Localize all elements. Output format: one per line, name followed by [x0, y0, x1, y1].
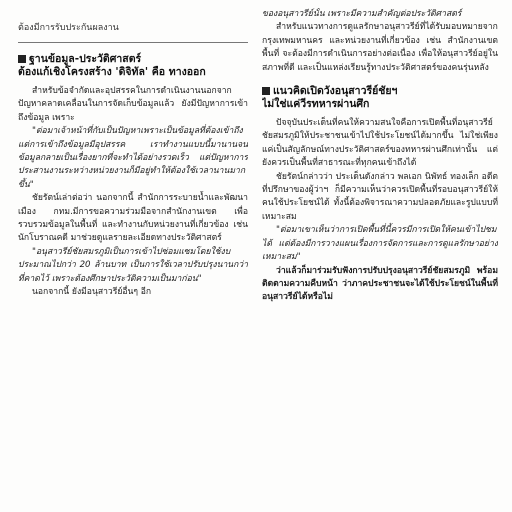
section-subtitle-digital: ต้องแก้เชิงโครงสร้าง 'ดิจิทัล' คือ ทางออก	[18, 66, 206, 78]
section-bullet-icon	[18, 55, 26, 63]
section-title-history-text: ฐานข้อมูล-ประวัติศาสตร์	[29, 53, 142, 65]
section-title-open-monument-text: แนวคิดเปิดวังอนุสาวรีย์ชัยฯ	[273, 85, 398, 98]
paragraph: ปัจจุบันประเด็นที่คนให้ความสนใจคือการเปิดพื้นที่อนุสาวรีย์ชัยสมรภูมิให้ประชาชนเข้าไปใช้ประโยชน์ได้มากขึ้น ไม่ใช่เพียงแค่เป็นสัญลักษณ์ทางประวัติศาสตร์ของทหารผ่านศึกเท่านั้น แต่ยังควรเป็นพื้นที่สาธารณะที่ทุกคนเข้าถึงได้	[262, 118, 498, 169]
paragraph: ชัยรัตน์เล่าต่อว่า นอกจากนี้ สำนักการระบายน้ำและพัฒนาเมือง กทม.มีการขอความร่วมมือจากสำนักงานเขต เพื่อรวบรวมข้อมูลในพื้นที่ และทำงานกับหน่วยงานที่เกี่ยวข้อง เช่น นักโบราณคดี มาช่วยดูแลรายละเอียดทางประวัติศาสตร์	[18, 193, 248, 244]
section-title-open-monument	[262, 85, 498, 98]
right-column	[262, 8, 498, 305]
paragraph: สำหรับข้อจำกัดและอุปสรรคในการดำเนินงานนอกจากปัญหาคลาดเคลื่อนในการจัดเก็บข้อมูลแล้ว ยังมีปัญหาการเข้าถึงข้อมูล เพราะ	[18, 86, 248, 123]
section-bullet-icon	[262, 87, 270, 95]
paragraph-top: ของอนุสาวรีย์นั้น เพราะมีความสำคัญต่อประวัติศาสตร์	[262, 9, 462, 19]
header-divider	[18, 42, 248, 43]
section-title-history	[18, 53, 248, 66]
paragraph: นอกจากนี้ ยังมีอนุสาวรีย์อื่นๆ อีก	[32, 287, 152, 298]
page-header: ต้องมีการรับประกันผลงาน	[18, 23, 119, 33]
left-column	[18, 0, 248, 300]
paragraph-text: ชัยรัตน์กล่าวว่า ประเด็นดังกล่าว พลเอก นิพัทธ์ ทองเล็ก อดีตที่ปรึกษาของผู้ว่าฯ ก็มีความเห็นว่าควรเปิดพื้นที่รอบอนุสาวรีย์ให้คนใช้ประโยชน์ได้ ทั้งนี้ต้องพิจารณาความปลอดภัยและรูปแบบที่เหมาะสม	[262, 171, 498, 222]
quote-paragraph: "อนุสาวรีย์ชัยสมรภูมิเป็นการเข้าไปซ่อมแซมโดยใช้งบประมาณไปกว่า 20 ล้านบาท เป็นการใช้เวลาปรับปรุงนานกว่าที่คาดไว้ เพราะต้องศึกษาประวัติความเป็นมาก่อน"	[18, 246, 248, 284]
paragraph: สำหรับแนวทางการดูแลรักษาอนุสาวรีย์ที่ได้รับมอบหมายจากกรุงเทพมหานคร และหน่วยงานที่เกี่ยวข้อง เช่น สำนักงานเขตพื้นที่ จะต้องมีการดำเนินการอย่างต่อเนื่อง เพื่อให้อนุสาวรีย์อยู่ในสภาพที่ดี และเป็นแหล่งเรียนรู้ทางประวัติศาสตร์ของคนรุ่นหลัง	[262, 22, 498, 73]
quote-paragraph: "ต่อมาเขาเห็นว่าการเปิดพื้นที่นี้ควรมีการเปิดให้คนเข้าไปชมได้ แต่ต้องมีการวางแผนเรื่องการจัดการและการดูแลรักษาอย่างเหมาะสม"	[262, 225, 498, 263]
paragraph-bold: ว่าแล้วก็มาร่วมรับฟังการปรับปรุงอนุสาวรีย์ชัยสมรภูมิ พร้อมติดตามความคืบหน้า ว่าภาคประชาชนจะได้ใช้ประโยชน์ในพื้นที่อนุสาวรีย์ได้หรือไม่	[262, 265, 498, 303]
paragraph-with-name	[262, 171, 498, 225]
quote-paragraph: "ต่อมาเจ้าหน้าที่กับเป็นปัญหาเพราะเป็นข้อมูลที่ต้องเข้าถึงแต่การเข้าถึงข้อมูลมีอุปสรรค เราทำงานแบบนี้มานานจนข้อมูลกลายเป็นเรื่องยากที่จะทำได้อย่างรวดเร็ว แต่ปัญหาการประสานงานระหว่างหน่วยงานก็มีอยู่ทำให้ต้องใช้เวลานานมากขึ้น"	[18, 126, 248, 190]
section-subtitle-veterans: ไม่ใช่แค่วีรทหารผ่านศึก	[262, 98, 370, 111]
